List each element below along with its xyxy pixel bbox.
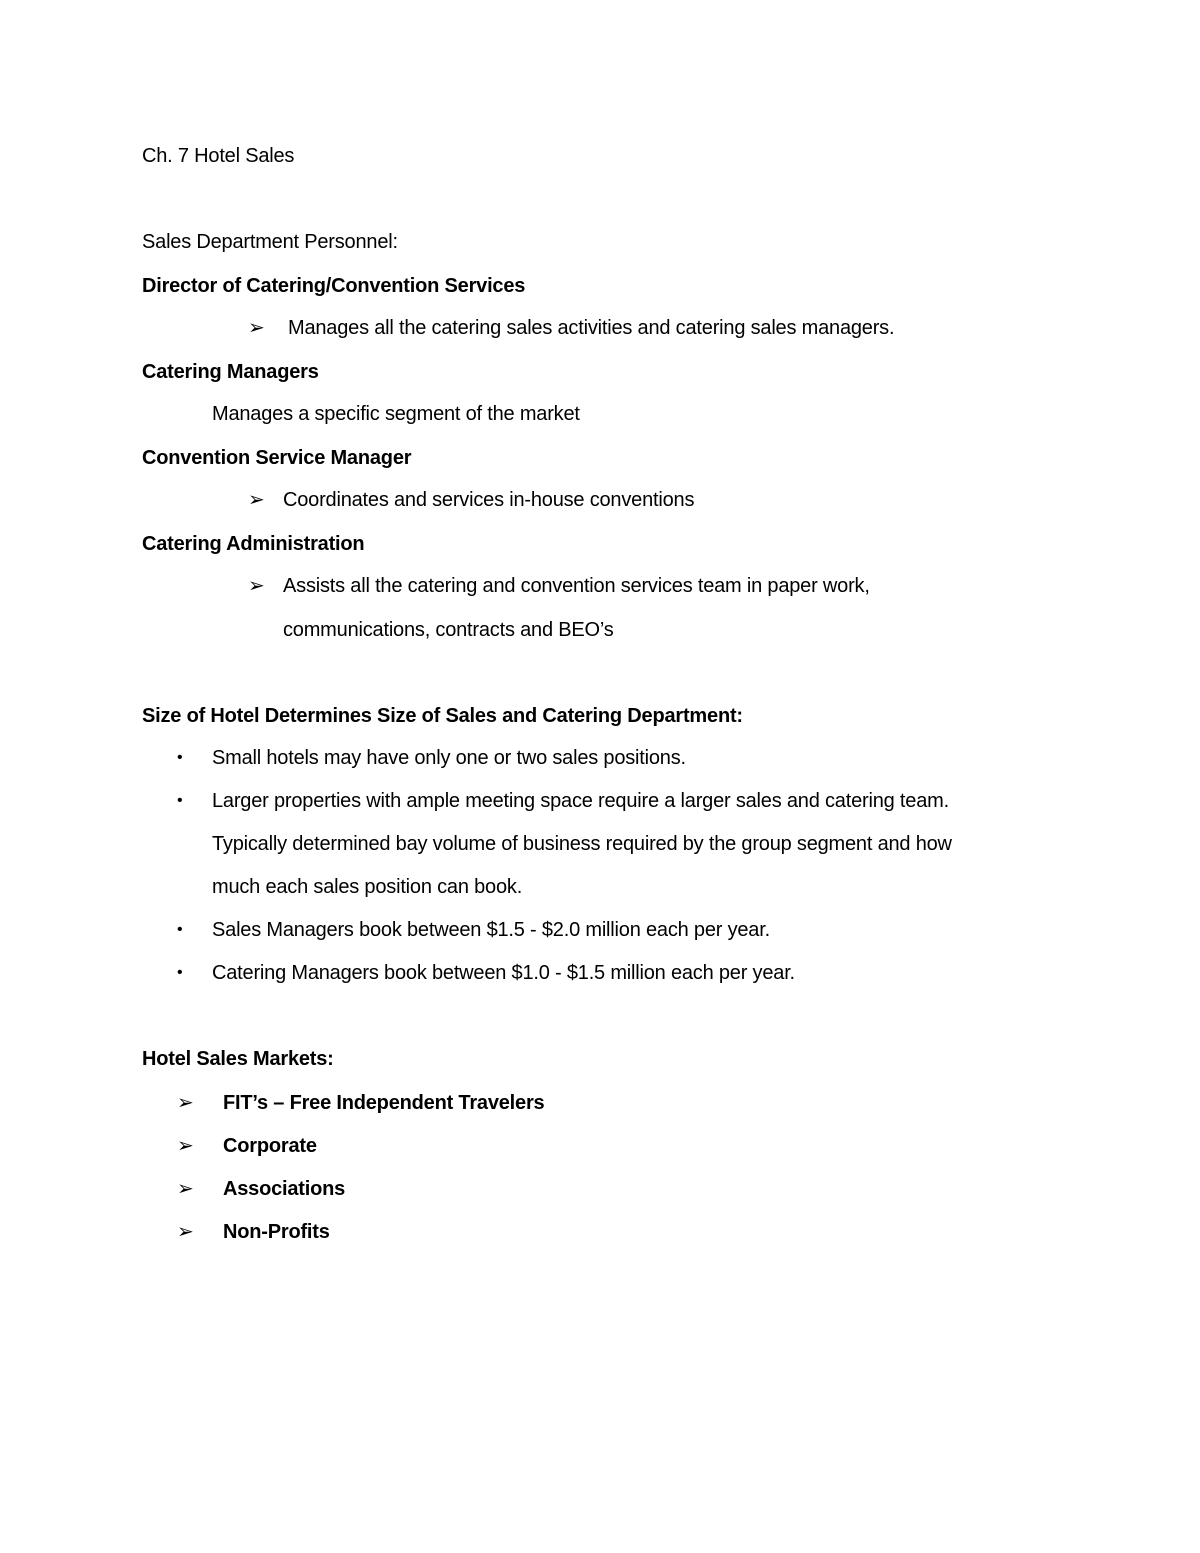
arrow-bullet-icon: ➢ [177,1178,194,1200]
size-bullet-2-line1: Larger properties with ample meeting space require a larger sales and catering team. [212,790,949,812]
size-bullet-1: Small hotels may have only one or two sales positions. [212,747,686,769]
arrow-bullet-icon: ➢ [177,1092,194,1114]
role-name-director: Director of Catering/Convention Services [142,275,526,297]
role-name-catering-managers: Catering Managers [142,361,319,383]
arrow-bullet-icon: ➢ [248,575,265,597]
role-desc-convention-service: Coordinates and services in-house conventions [283,489,695,511]
personnel-heading: Sales Department Personnel: [142,231,398,253]
market-item: Non-Profits [223,1221,330,1243]
size-bullet-2-line3: much each sales position can book. [212,876,523,898]
bullet-icon: • [177,921,183,938]
market-item: FIT’s – Free Independent Travelers [223,1092,545,1114]
bullet-icon: • [177,792,183,809]
size-bullet-4: Catering Managers book between $1.0 - $1.5 million each per year. [212,962,795,984]
bullet-icon: • [177,749,183,766]
role-desc-catering-admin-line2: communications, contracts and BEO’s [283,619,614,641]
size-bullet-3: Sales Managers book between $1.5 - $2.0 million each per year. [212,919,770,941]
markets-heading: Hotel Sales Markets: [142,1048,334,1070]
arrow-bullet-icon: ➢ [248,489,265,511]
bullet-icon: • [177,964,183,981]
market-item: Associations [223,1178,346,1200]
size-bullet-2-line2: Typically determined bay volume of business required by the group segment and how [212,833,952,855]
arrow-bullet-icon: ➢ [248,317,265,339]
role-desc-catering-admin-line1: Assists all the catering and convention services team in paper work, [283,575,870,597]
role-name-convention-service: Convention Service Manager [142,447,412,469]
document-title: Ch. 7 Hotel Sales [142,145,295,167]
arrow-bullet-icon: ➢ [177,1221,194,1243]
arrow-bullet-icon: ➢ [177,1135,194,1157]
role-name-catering-admin: Catering Administration [142,533,365,555]
market-item: Corporate [223,1135,317,1157]
role-desc-catering-managers: Manages a specific segment of the market [212,403,580,425]
size-heading: Size of Hotel Determines Size of Sales and Catering Department: [142,705,743,727]
role-desc-director: Manages all the catering sales activities and catering sales managers. [288,317,895,339]
